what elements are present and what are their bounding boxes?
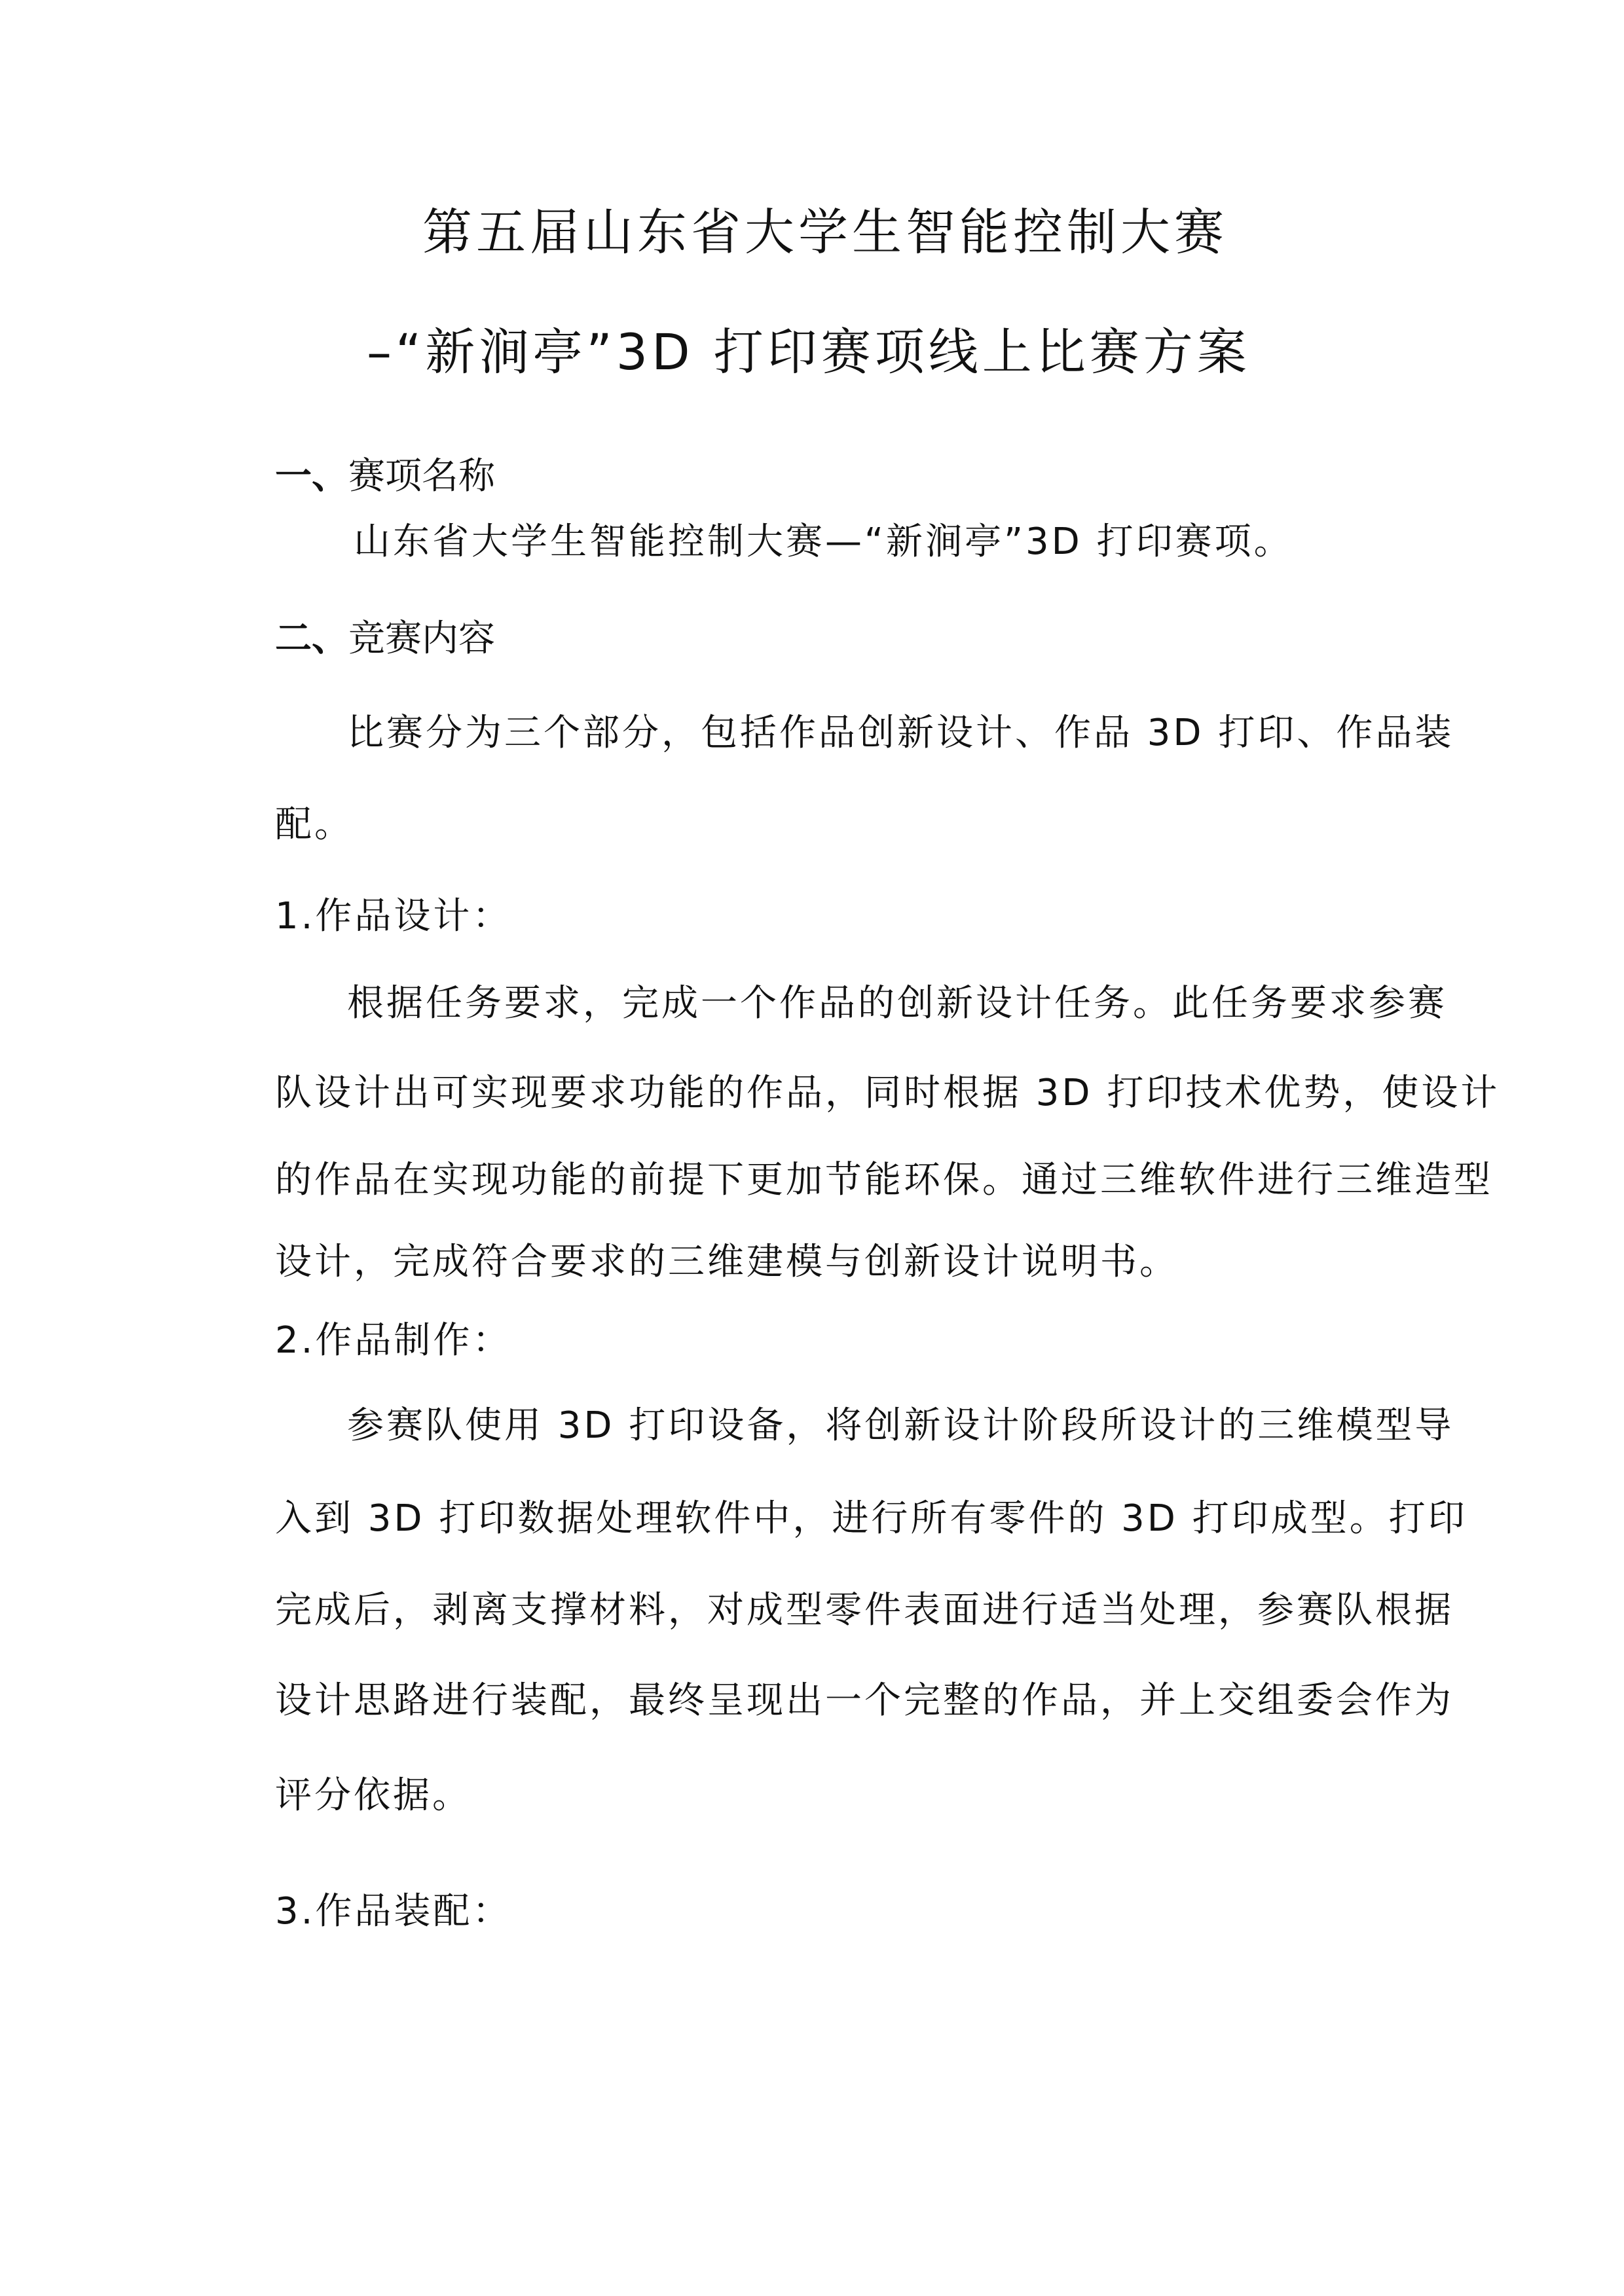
paragraph-line: 山东省大学生智能控制大赛—“新涧亭”3D 打印赛项。 xyxy=(354,520,1293,563)
paragraph-line: 完成后，剥离支撑材料，对成型零件表面进行适当处理，参赛队根据 xyxy=(275,1589,1454,1631)
paragraph-line: 评分依据。 xyxy=(275,1774,471,1817)
paragraph-line: 设计思路进行装配，最终呈现出一个完整的作品，并上交组委会作为 xyxy=(275,1679,1454,1722)
paragraph-line: 参赛队使用 3D 打印设备，将创新设计阶段所设计的三维模型导 xyxy=(347,1404,1454,1447)
section-heading-2 xyxy=(275,617,495,660)
section-number: 二、 xyxy=(275,617,348,660)
subsection-heading: 2.作品制作： xyxy=(275,1319,512,1362)
paragraph-line: 队设计出可实现要求功能的作品，同时根据 3D 打印技术优势，使设计 xyxy=(275,1072,1500,1114)
paragraph-line: 设计，完成符合要求的三维建模与创新设计说明书。 xyxy=(275,1241,1179,1283)
title-line-1: 第五届山东省大学生智能控制大赛 xyxy=(422,203,1228,261)
subsection-heading: 3.作品装配： xyxy=(275,1890,512,1933)
paragraph-line: 入到 3D 打印数据处理软件中，进行所有零件的 3D 打印成型。打印 xyxy=(275,1497,1467,1540)
title-line-2: –“新涧亭”3D 打印赛项线上比赛方案 xyxy=(367,323,1251,381)
paragraph-line: 根据任务要求，完成一个作品的创新设计任务。此任务要求参赛 xyxy=(347,982,1447,1025)
paragraph-line: 比赛分为三个部分，包括作品创新设计、作品 3D 打印、作品装 xyxy=(347,712,1454,754)
paragraph-line: 配。 xyxy=(275,803,354,846)
subsection-heading: 1.作品设计： xyxy=(275,895,512,938)
section-label: 竞赛内容 xyxy=(348,617,495,660)
paragraph-line: 的作品在实现功能的前提下更加节能环保。通过三维软件进行三维造型 xyxy=(275,1159,1493,1201)
section-heading-1 xyxy=(275,455,495,498)
section-number: 一、 xyxy=(275,455,348,498)
section-label: 赛项名称 xyxy=(348,455,495,498)
